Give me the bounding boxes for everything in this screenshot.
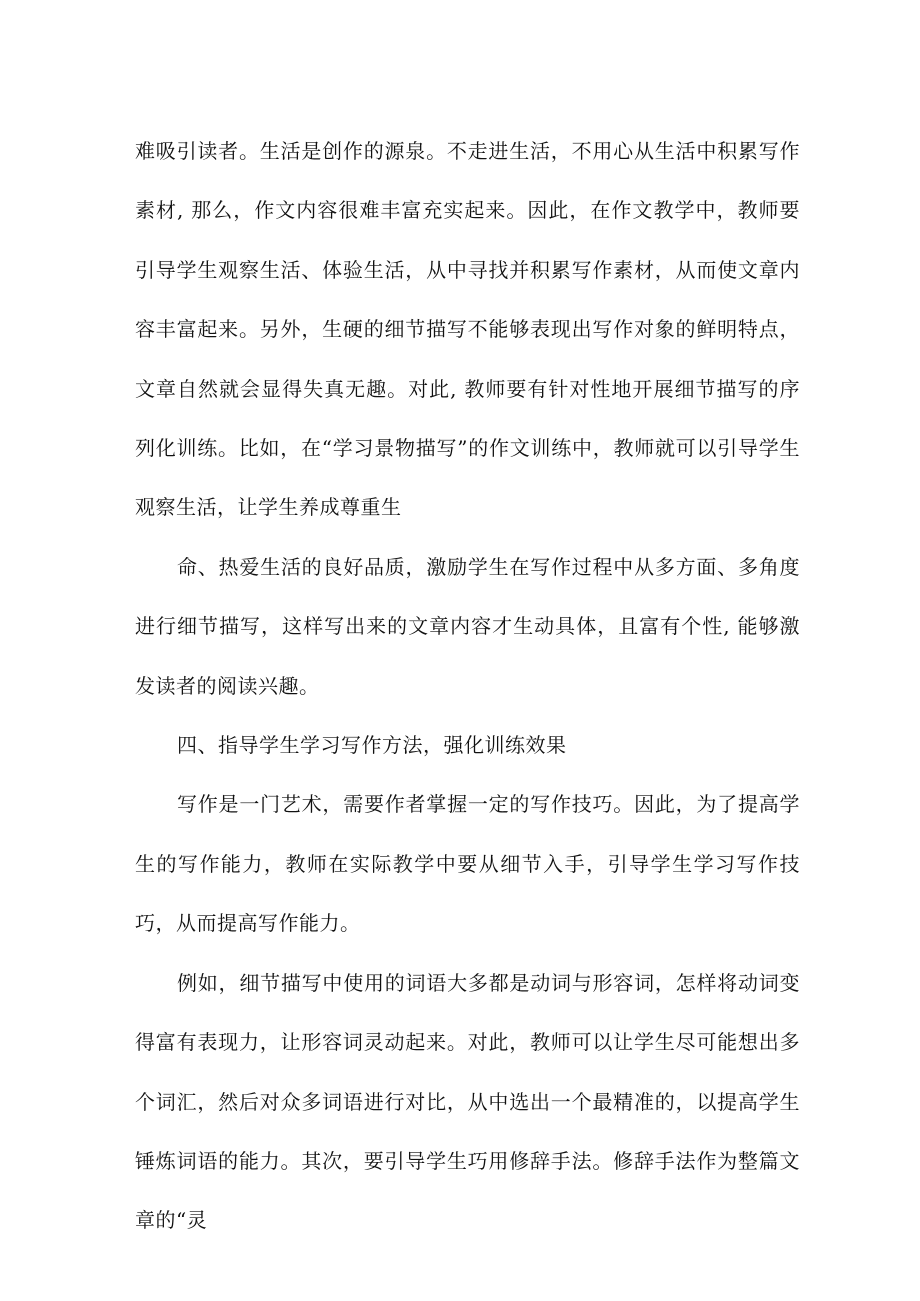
section-heading: 四、指导学生学习写作方法，强化训练效果	[177, 733, 567, 758]
paragraph-1: 难吸引读者。生活是创作的源泉。不走进生活，不用心从生活中积累写作素材, 那么，作文内容很难丰富充实起来。因此，在作文教学中，教师要引导学生观察生活、体验生活，从中寻找并积累写作素材，从而使文章内容丰富起来。另外，生硬的细节描写不能够表现出写作对象的鲜明特点，文章自然就会显得失真无趣。对此, 教师要有针对性地开展细节描写的序列化训练。比如，在“学习景物描写”的作文训练中，教师就可以引导学生观察生活，让学生养成尊重生	[135, 139, 800, 520]
paragraph-4: 例如，细节描写中使用的词语大多都是动词与形容词，怎样将动词变得富有表现力，让形容词灵动起来。对此，教师可以让学生尽可能想出多个词汇，然后对众多词语进行对比，从中选出一个最精准的，以提高学生锤炼词语的能力。其次，要引导学生巧用修辞手法。修辞手法作为整篇文章的“灵	[135, 970, 800, 1233]
document-body	[135, 122, 800, 1251]
paragraph-2: 命、热爱生活的良好品质，激励学生在写作过程中从多方面、多角度进行细节描写，这样写出来的文章内容才生动具体，且富有个性, 能够激发读者的阅读兴趣。	[135, 554, 800, 698]
paragraph-3: 写作是一门艺术，需要作者掌握一定的写作技巧。因此，为了提高学生的写作能力，教师在实际教学中要从细节入手，引导学生学习写作技巧，从而提高写作能力。	[135, 792, 800, 936]
